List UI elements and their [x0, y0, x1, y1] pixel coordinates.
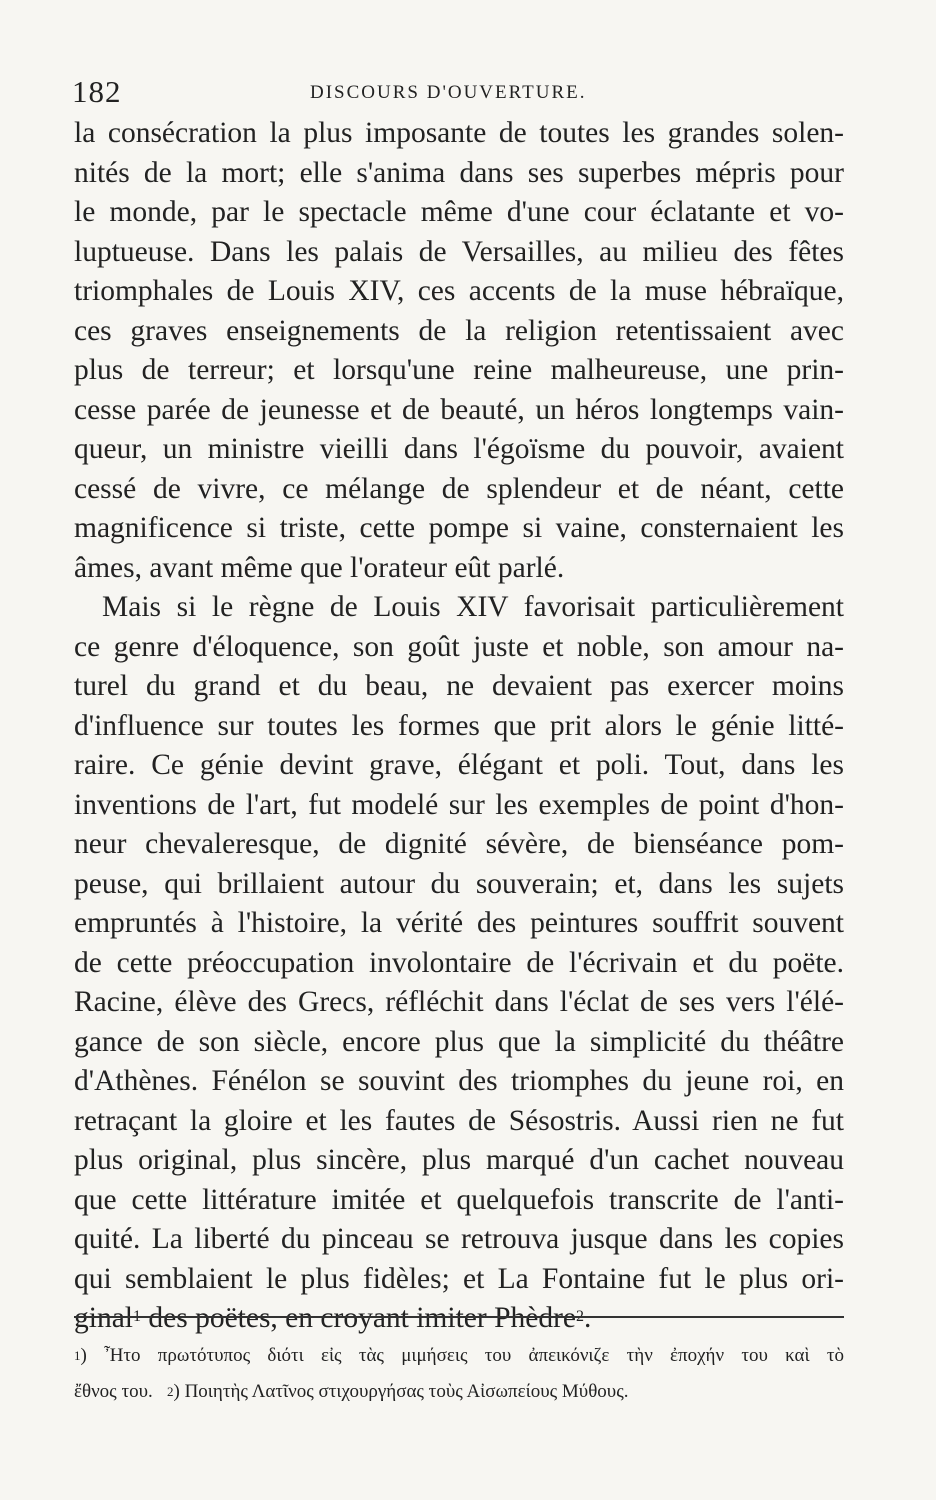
text-line: inventions de l'art, fut modelé sur les exemples de point d'hon-	[74, 788, 844, 821]
text-line: Mais si le règne de Louis XIV favorisait particulièrement	[102, 591, 844, 623]
text-line: qui semblaient le plus fidèles; et La Fontaine fut le plus ori-	[74, 1262, 844, 1295]
text-line: cessé de vivre, ce mélange de splendeur et de néant, cette	[74, 472, 844, 505]
text-line: luptueuse. Dans les palais de Versailles, au milieu des fêtes	[74, 235, 844, 268]
text-line: gance de son siècle, encore plus que la simplicité du théâtre	[74, 1025, 844, 1058]
text-line: cesse parée de jeunesse et de beauté, un héros longtemps vain-	[74, 393, 844, 426]
text-line: peuse, qui brillaient autour du souverain; et, dans les sujets	[74, 867, 844, 900]
text-line: Racine, élève des Grecs, réfléchit dans l'éclat de ses vers l'élé-	[74, 986, 844, 1018]
running-head: DISCOURS D'OUVERTURE.	[310, 82, 587, 103]
footnote-text: ) Ποιητὴς Λατῖνος στιχουργήσας τοὺς Αἰσωπείους Μύθους.	[173, 1381, 629, 1402]
text-line: plus original, plus sincère, plus marqué d'un cachet nouveau	[74, 1144, 844, 1176]
footnote-marker: 1	[74, 1348, 81, 1363]
text-line: raire. Ce génie devint grave, élégant et poli. Tout, dans les	[74, 749, 844, 781]
footnote-line	[74, 1338, 844, 1374]
text-line: âmes, avant même que l'orateur eût parlé.	[74, 551, 565, 584]
text-line: de cette préoccupation involontaire de l'écrivain et du poëte.	[74, 946, 844, 979]
text-line: empruntés à l'histoire, la vérité des peintures souffrit souvent	[74, 907, 844, 939]
page-number: 182	[72, 74, 122, 109]
footnote-divider	[74, 1316, 844, 1318]
text-line: ce genre d'éloquence, son goût juste et noble, son amour na-	[74, 630, 844, 663]
final-line-part: des poëtes, en croyant imiter Phèdre	[141, 1302, 576, 1334]
text-line: triomphales de Louis XIV, ces accents de la muse hébraïque,	[74, 275, 844, 307]
text-line: nités de la mort; elle s'anima dans ses superbes mépris pour	[74, 156, 844, 189]
text-line: quité. La liberté du pinceau se retrouva jusque dans les copies	[74, 1223, 844, 1255]
footnote-reference: 2	[575, 1308, 584, 1325]
text-line: neur chevaleresque, de dignité sévère, de bienséance pom-	[74, 828, 844, 860]
page-header	[60, 70, 850, 110]
text-line: la consécration la plus imposante de toutes les grandes solen-	[74, 117, 844, 149]
text-line: d'influence sur toutes les formes que prit alors le génie litté-	[74, 709, 844, 742]
footnote-text: ἔθνος του.	[74, 1381, 153, 1402]
footnote-text: ) Ἦτο πρωτότυπος διότι εἰς τὰς μιμήσεις του ἀπεικόνιζε τὴν ἐποχήν του καὶ τὸ	[80, 1345, 844, 1366]
text-line: ces graves enseignements de la religion retentissaient avec	[74, 314, 844, 347]
footnotes	[74, 1316, 844, 1410]
footnote-reference: 1	[133, 1308, 141, 1325]
final-line-part: ginal	[74, 1302, 133, 1334]
text-line: queur, un ministre vieilli dans l'égoïsme du pouvoir, avaient	[74, 433, 844, 465]
text-line: que cette littérature imitée et quelquefois transcrite de l'anti-	[74, 1183, 844, 1216]
final-line-part: .	[583, 1302, 592, 1334]
footnote-marker: 2	[167, 1384, 174, 1399]
footnote-line	[74, 1374, 844, 1410]
text-line: d'Athènes. Fénélon se souvint des triomphes du jeune roi, en	[74, 1065, 844, 1097]
text-line: plus de terreur; et lorsqu'une reine malheureuse, une prin-	[74, 354, 844, 386]
text-line: retraçant la gloire et les fautes de Sésostris. Aussi rien ne fut	[74, 1104, 844, 1137]
text-line: magnificence si triste, cette pompe si vaine, consternaient les	[74, 512, 844, 544]
body-text	[74, 114, 844, 1339]
text-line: le monde, par le spectacle même d'une cour éclatante et vo-	[74, 196, 844, 228]
text-line: turel du grand et du beau, ne devaient pas exercer moins	[74, 670, 844, 702]
